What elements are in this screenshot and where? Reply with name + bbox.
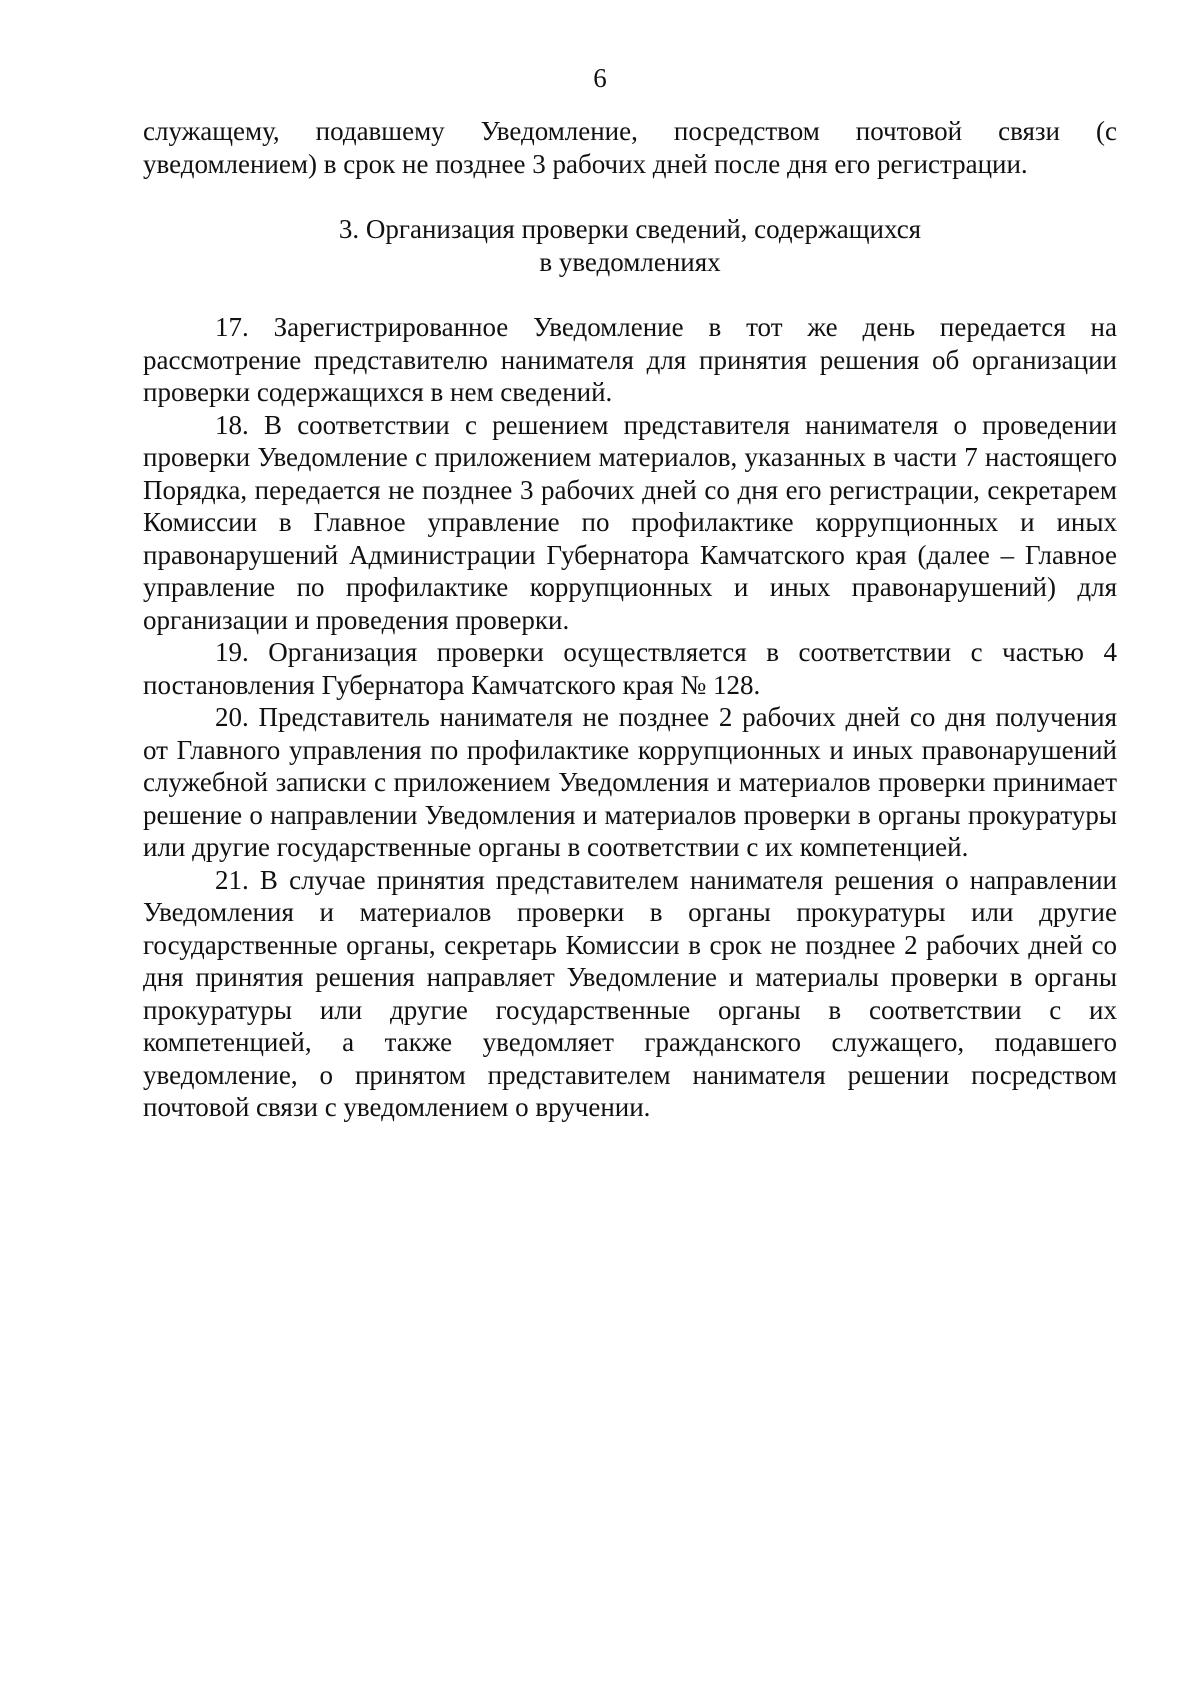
item-18: [143, 409, 1117, 637]
item-number: 18.: [215, 409, 249, 440]
item-number: 20.: [215, 702, 249, 732]
item-text: Зарегистрированное Уведомление в тот же день передается на рассмотрение представителю нанимателя для принятия решения об организации проверки содержащихся в нем сведений.: [143, 312, 1117, 407]
item-19: [143, 636, 1117, 701]
item-number: 17.: [215, 312, 249, 342]
page-number: 6: [593, 63, 607, 93]
item-17: [143, 311, 1117, 409]
item-text: Представитель нанимателя не позднее 2 рабочих дней со дня получения от Главного управления по профилактике коррупционных и иных правонарушений служебной записки с приложением Уведомления и материалов проверки принимает решение о направлении Уведомления и материалов проверки в органы прокуратуры или другие государственные органы в соответствии с их компетенцией.: [143, 702, 1118, 862]
section-heading-line-1: 3. Организация проверки сведений, содержащихся: [338, 214, 922, 244]
document-body: [143, 115, 1117, 1124]
item-text: Организация проверки осуществляется в соответствии с частью 4 постановления Губернатора Камчатского края № 128.: [143, 637, 1118, 700]
item-text: В соответствии с решением представителя нанимателя о проведении проверки Уведомление с приложением материалов, указанных в части 7 настоящего Порядка, передается не позднее 3 рабочих дней со дня его регистрации, секретарем Комиссии в Главное управление по профилактике коррупционных и иных правонарушений Администрации Губернатора Камчатского края (далее – Главное управление по профилактике коррупционных и иных правонарушений) для организации и проведения проверки.: [143, 409, 1117, 635]
item-text: В случае принятия представителем нанимателя решения о направлении Уведомления и материалов проверки в органы прокуратуры или другие государственные органы, секретарь Комиссии в срок не позднее 2 рабочих дней со дня принятия решения направляет Уведомление и материалы проверки в органы прокуратуры или другие государственные органы в соответствии с их компетенцией, а также уведомляет гражданского служащего, подавшего уведомление, о принятом представителем нанимателя решении посредством почтовой связи с уведомлением о вручении.: [143, 864, 1117, 1122]
item-21: [143, 864, 1117, 1124]
section-heading-line-2: в уведомлениях: [539, 246, 721, 277]
continuation-paragraph: служащему, подавшему Уведомление, посредством почтовой связи (с уведомлением) в срок не позднее 3 рабочих дней после дня его регистрации.: [143, 116, 1117, 179]
section-heading: [143, 213, 1117, 278]
item-20: [143, 701, 1117, 864]
item-number: 19.: [215, 637, 249, 667]
item-number: 21.: [215, 864, 249, 895]
